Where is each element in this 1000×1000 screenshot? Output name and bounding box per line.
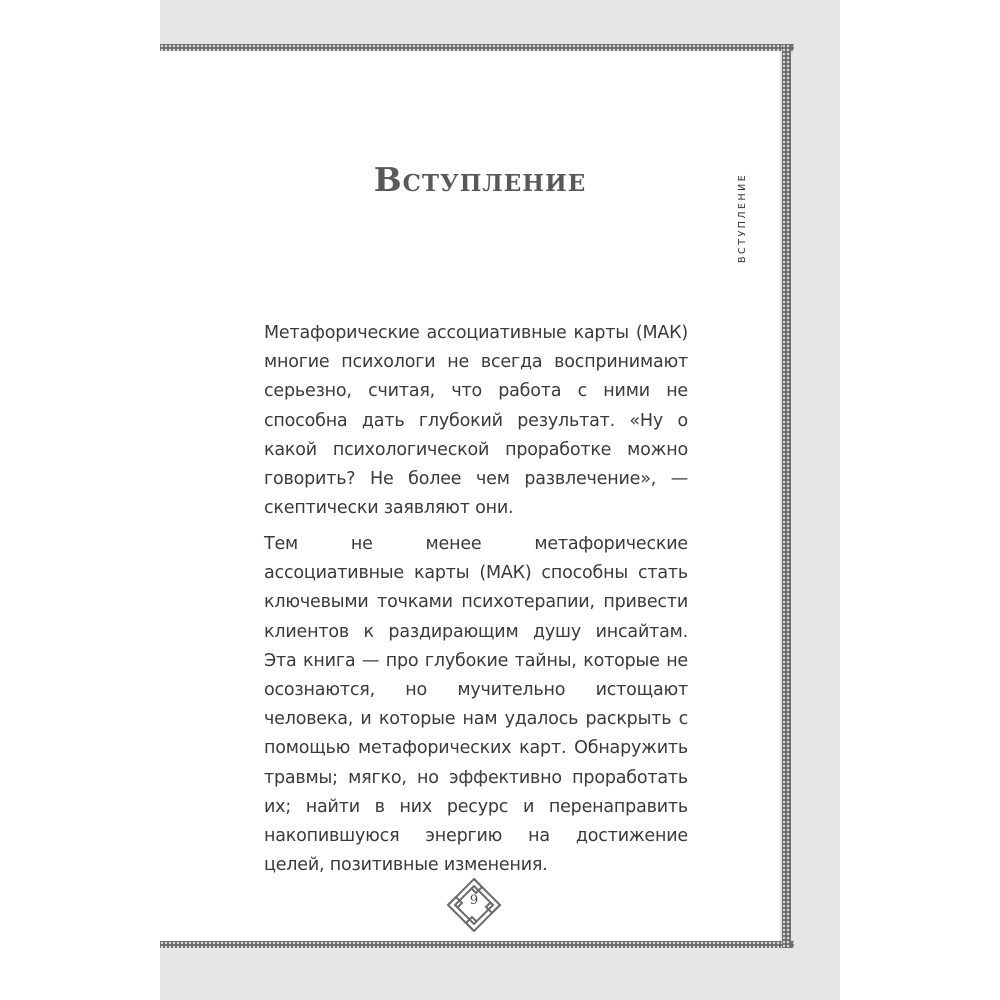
bottom-border [160, 941, 794, 948]
running-head [737, 163, 749, 263]
paragraph-2: Тем не менее метафорические ассоциативные карты (МАК) способны стать ключевыми точками психотерапии, привести клиентов к раздирающим душу инсайтам. Эта книга — про глубокие тайны, которые не осознаются, но мучительно истощают человека, и которые нам удалось раскрыть с помощью метафорических карт. Обнаружить травмы; мягко, но эффективно проработать их; найти в них ресурс и перенаправить накопившуюся энергию на достижение целей, позитивные изменения. [264, 534, 688, 876]
right-border [782, 44, 791, 948]
running-head-text: ВСТУПЛЕНИЕ [737, 172, 748, 263]
chapter-title: Вступление [373, 160, 587, 199]
page-number: 9 [469, 893, 479, 908]
top-border [160, 44, 794, 51]
paragraph-1: Метафорические ассоциативные карты (МАК) многие психологи не всегда воспринимают серьезно, считая, что работа с ними не способна дать глубокий результат. «Ну о какой психологической проработке можно говорить? Не более чем развлечение», — скептически заявляют они. [264, 323, 688, 519]
